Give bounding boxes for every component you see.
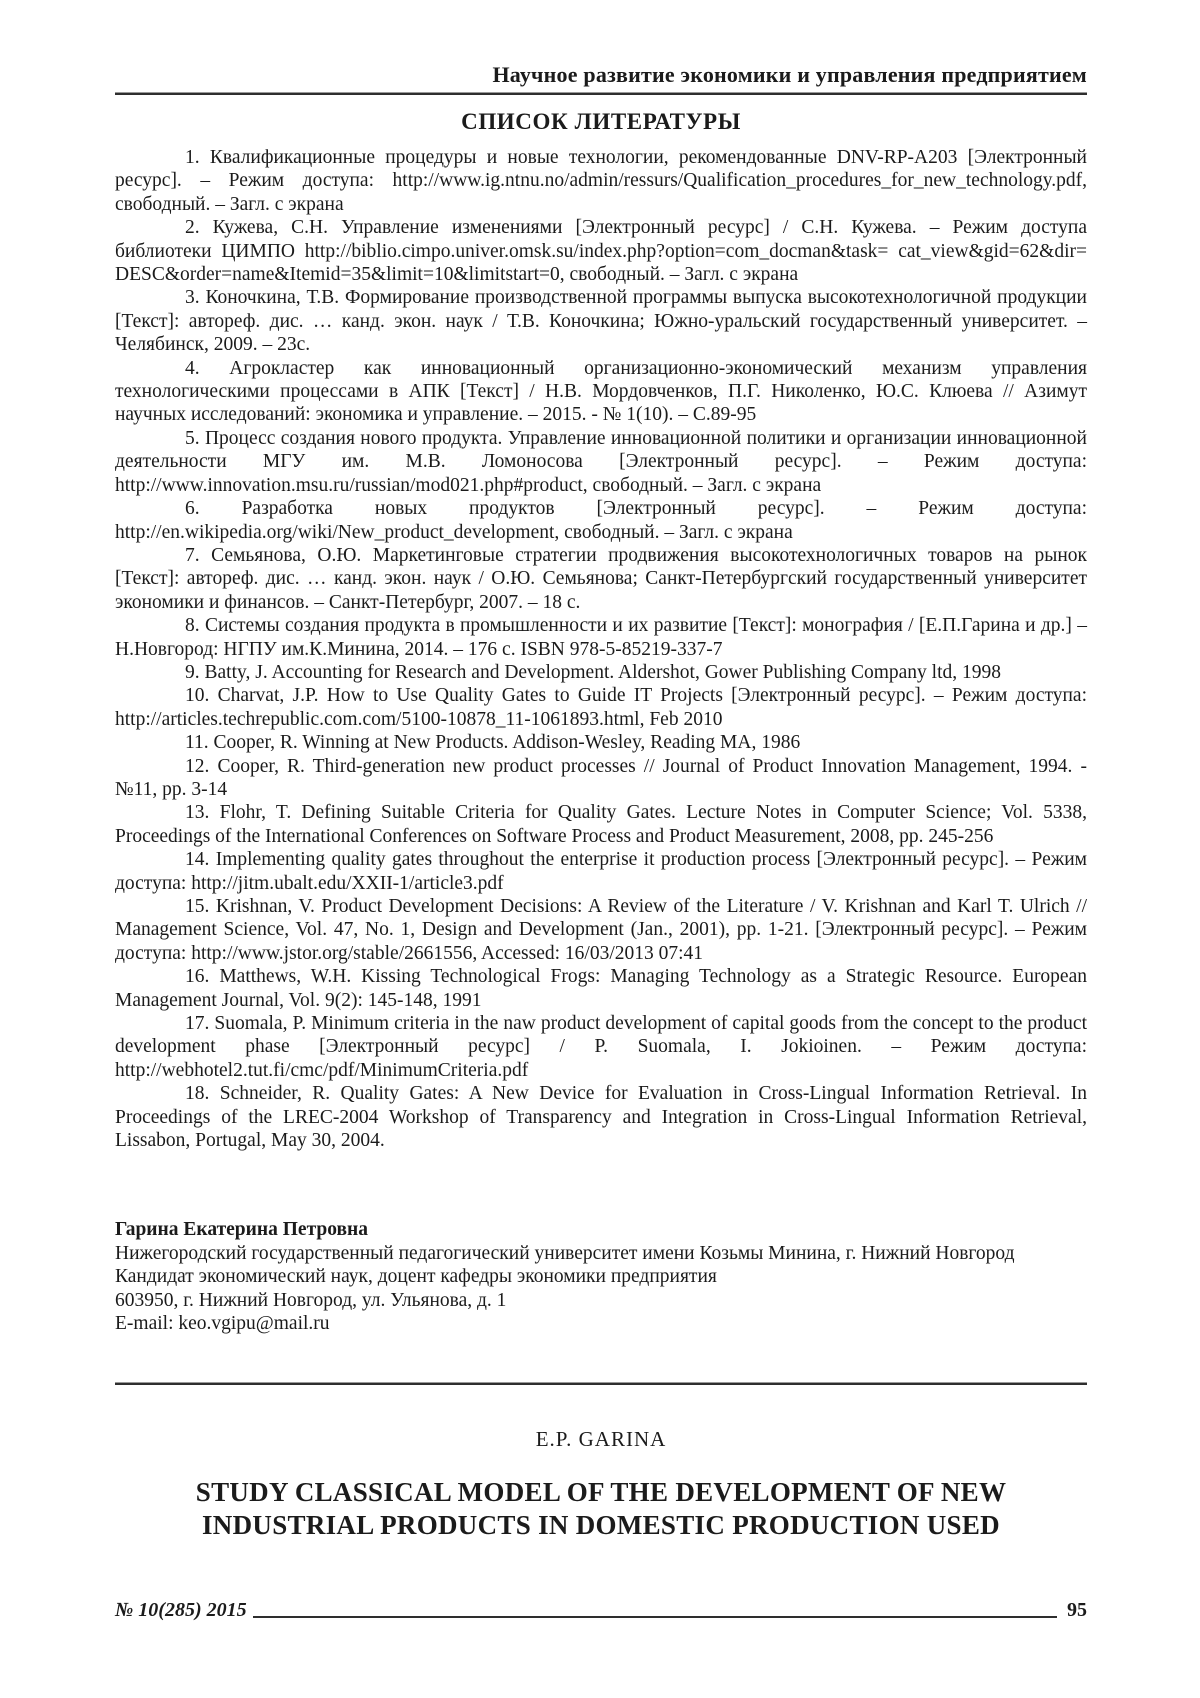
english-title-line-2: INDUSTRIAL PRODUCTS IN DOMESTIC PRODUCTION USED — [202, 1509, 1000, 1540]
header-rule — [115, 92, 1087, 95]
english-title-line-1: STUDY CLASSICAL MODEL OF THE DEVELOPMENT OF NEW — [195, 1476, 1007, 1507]
reference-list — [115, 146, 1087, 1152]
reference-item: 1. Квалификационные процедуры и новые технологии, рекомендованные DNV-RP-A203 [Электронный ресурс]. – Режим доступа: http://www.ig.ntnu.no/admin/ressurs/Qualification_procedures_for_new_technology.pdf, свободный. – Загл. с экрана — [115, 147, 1087, 215]
reference-item: 16. Matthews, W.H. Kissing Technological Frogs: Managing Technology as a Strategic Resource. European Management Journal, Vol. 9(2): 145-148, 1991 — [115, 966, 1087, 1011]
reference-item: 6. Разработка новых продуктов [Электронный ресурс]. – Режим доступа: http://en.wikipedia.org/wiki/New_product_development, свободный. – Загл. с экрана — [115, 498, 1087, 543]
reference-item: 12. Cooper, R. Third-generation new product processes // Journal of Product Innovation Management, 1994. - №11, pp. 3-14 — [115, 755, 1087, 800]
reference-item: 3. Коночкина, Т.В. Формирование производственной программы выпуска высокотехнологичной продукции [Текст]: автореф. дис. … канд. экон. наук / Т.В. Коночкина; Южно-уральский государственный университет. – Челябинск, 2009. – 23с. — [115, 287, 1087, 356]
english-author-name: E.P. GARINA — [535, 1426, 667, 1451]
author-affiliation: Нижегородский государственный педагогический университет имени Козьмы Минина, г. Нижний Новгород — [115, 1242, 1015, 1264]
section-divider-rule — [115, 1382, 1087, 1385]
author-email: E-mail: keo.vgipu@mail.ru — [115, 1313, 330, 1335]
author-degree: Кандидат экономический наук, доцент кафедры экономики предприятия — [115, 1266, 717, 1288]
reference-item: 7. Семьянова, О.Ю. Маркетинговые стратегии продвижения высокотехнологичных товаров на рынок [Текст]: автореф. дис. … канд. экон. наук / О.Ю. Семьянова; Санкт-Петербургский государственный университет экономики и финансов. – Санкт-Петербург, 2007. – 18 с. — [115, 544, 1087, 613]
page-footer — [115, 1598, 1087, 1622]
reference-item: 8. Системы создания продукта в промышленности и их развитие [Текст]: монография / [Е.П.Гарина и др.] – Н.Новгород: НГПУ им.К.Минина, 2014. – 176 с. ISBN 978-5-85219-337-7 — [115, 615, 1087, 660]
page-number: 95 — [1067, 1599, 1087, 1621]
reference-item: 4. Агрокластер как инновационный организационно-экономический механизм управления технологическими процессами в АПК [Текст] / Н.В. Мордовченков, П.Г. Николенко, Ю.С. Клюева // Азимут научных исследований: экономика и управление. – 2015. - № 1(10). – С.89-95 — [115, 357, 1087, 426]
running-head: Научное развитие экономики и управления предприятием — [492, 62, 1087, 87]
reference-item: 10. Charvat, J.P. How to Use Quality Gates to Guide IT Projects [Электронный ресурс]. – Режим доступа: http://articles.techrepublic.com.com/5100-10878_11-1061893.html, Feb 2010 — [115, 685, 1087, 730]
english-article-title — [115, 1476, 1087, 1542]
section-title: СПИСОК ЛИТЕРАТУРЫ — [461, 109, 741, 134]
issue-label: № 10(285) 2015 — [115, 1599, 247, 1621]
reference-item: 11. Cooper, R. Winning at New Products. Addison-Wesley, Reading MA, 1986 — [185, 732, 801, 754]
footer-rule — [253, 1616, 1057, 1618]
reference-item: 2. Кужева, С.Н. Управление изменениями [Электронный ресурс] / С.Н. Кужева. – Режим доступа библиотеки ЦИМПО http://biblio.cimpo.univer.omsk.su/index.php?option=com_docman&task= cat_view&gid=62&dir= DESC&order=name&Itemid=35&limit=10&limitstart=0, свободный. – Загл. с экрана — [115, 217, 1087, 286]
author-name: Гарина Екатерина Петровна — [115, 1219, 369, 1241]
reference-item: 9. Batty, J. Accounting for Research and Development. Aldershot, Gower Publishing Company ltd, 1998 — [185, 661, 1001, 683]
author-block — [115, 1218, 1087, 1336]
reference-item: 13. Flohr, T. Defining Suitable Criteria for Quality Gates. Lecture Notes in Computer Science; Vol. 5338, Proceedings of the International Conferences on Software Process and Product Measurement, 2008, pp. 245-256 — [115, 802, 1087, 847]
reference-item: 17. Suomala, P. Minimum criteria in the naw product development of capital goods from the concept to the product development phase [Электронный ресурс] / P. Suomala, I. Jokioinen. – Режим доступа: http://webhotel2.tut.fi/cmc/pdf/MinimumCriteria.pdf — [115, 1013, 1087, 1081]
reference-item: 15. Krishnan, V. Product Development Decisions: A Review of the Literature / V. Krishnan and Karl T. Ulrich // Management Science, Vol. 47, No. 1, Design and Development (Jan., 2001), pp. 1-21. [Электронный ресурс]. – Режим доступа: http://www.jstor.org/stable/2661556, Accessed: 16/03/2013 07:41 — [115, 896, 1087, 964]
reference-item: 18. Schneider, R. Quality Gates: A New Device for Evaluation in Cross-Lingual Information Retrieval. In Proceedings of the LREC-2004 Workshop of Transparency and Integration in Cross-Lingual Information Retrieval, Lissabon, Portugal, May 30, 2004. — [115, 1083, 1087, 1152]
author-address: 603950, г. Нижний Новгород, ул. Ульянова, д. 1 — [115, 1289, 507, 1311]
reference-item: 5. Процесс создания нового продукта. Управление инновационной политики и организации инновационной деятельности МГУ им. М.В. Ломоносова [Электронный ресурс]. – Режим доступа: http://www.innovation.msu.ru/russian/mod021.php#product, свободный. – Загл. с экрана — [115, 427, 1087, 496]
reference-item: 14. Implementing quality gates throughout the enterprise it production process [Электронный ресурс]. – Режим доступа: http://jitm.ubalt.edu/XXII-1/article3.pdf — [115, 849, 1087, 894]
